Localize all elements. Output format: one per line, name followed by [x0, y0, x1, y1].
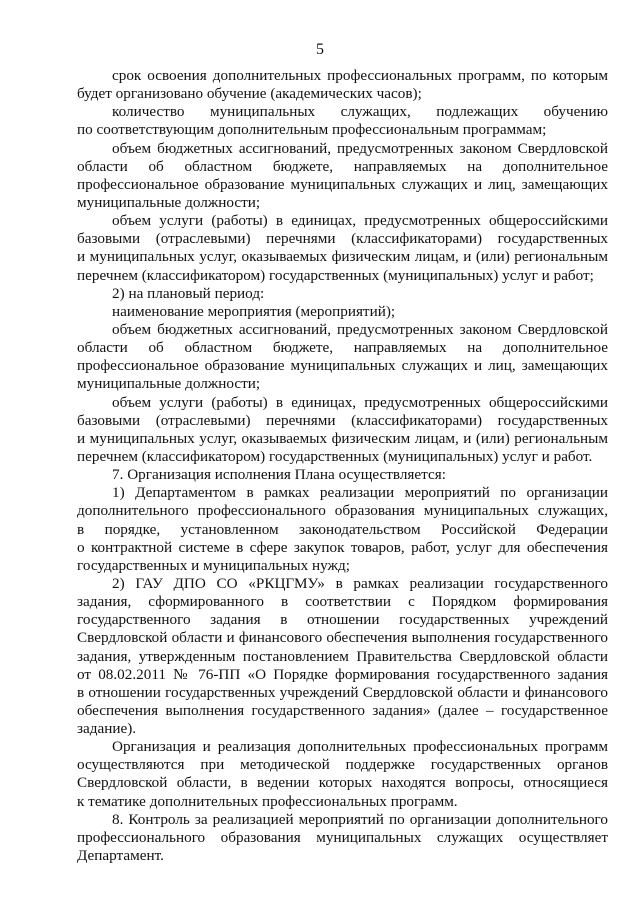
- text-line: объем бюджетных ассигнований, предусмотренных законом Свердловской: [112, 320, 608, 338]
- text-line: Департамент.: [77, 847, 164, 865]
- text-line: объем услуги (работы) в единицах, предусмотренных общероссийскими: [112, 212, 608, 230]
- text-line: области об областном бюджете, направляемых на дополнительное: [77, 339, 608, 357]
- text-line: срок освоения дополнительных профессиональных программ, по которым: [112, 67, 608, 84]
- text-line: базовыми (отраслевыми) перечнями (классификаторами) государственных: [77, 230, 608, 248]
- text-line: Свердловской области и финансового обеспечения выполнения государственного: [77, 629, 608, 647]
- text-line: объем услуги (работы) в единицах, предусмотренных общероссийскими: [112, 393, 608, 411]
- page-number: 5: [316, 41, 324, 58]
- text-line: муниципальные должности;: [77, 193, 261, 211]
- text-line: Организация и реализация дополнительных профессиональных программ: [112, 738, 608, 756]
- text-line: перечнем (классификатором) государственных (муниципальных) услуг и работ;: [77, 266, 594, 284]
- text-line: дополнительного профессионального образования муниципальных служащих,: [77, 502, 608, 520]
- text-line: и муниципальных услуг, оказываемых физическим лицам, и (или) региональным: [77, 429, 608, 447]
- text-line: муниципальные должности;: [77, 375, 261, 393]
- text-line: области об областном бюджете, направляемых на дополнительное: [77, 157, 608, 175]
- text-line: базовыми (отраслевыми) перечнями (классификаторами) государственных: [77, 411, 608, 429]
- text-line: 8. Контроль за реализацией мероприятий по организации дополнительного: [112, 810, 608, 828]
- document-body: [77, 67, 608, 865]
- text-line: в порядке, установленном законодательством Российской Федерации: [77, 520, 608, 538]
- text-line: перечнем (классификатором) государственных (муниципальных) услуг и работ.: [77, 447, 593, 465]
- text-line: от 08.02.2011 № 76-ПП «О Порядке формирования государственного задания: [77, 665, 608, 683]
- text-line: 1) Департаментом в рамках реализации мероприятий по организации: [112, 484, 608, 502]
- text-line: задания, сформированного в соответствии с Порядком формирования: [77, 593, 608, 611]
- text-line: профессионального образования муниципальных служащих осуществляет: [77, 828, 608, 846]
- text-line: государственного задания в отношении государственных учреждений: [77, 611, 608, 629]
- text-line: задания, утвержденным постановлением Правительства Свердловской области: [77, 647, 608, 665]
- text-line: объем бюджетных ассигнований, предусмотренных законом Свердловской: [112, 139, 608, 157]
- text-line: Свердловской области, в ведении которых находятся вопросы, относящиеся: [77, 774, 608, 792]
- text-line: количество муниципальных служащих, подлежащих обучению: [112, 103, 608, 121]
- text-line: в отношении государственных учреждений Свердловской области и финансового: [77, 683, 608, 701]
- text-line: обеспечения выполнения государственного задания» (далее – государственное: [77, 701, 608, 719]
- text-line: будет организовано обучение (академических часов);: [77, 85, 422, 103]
- text-line: профессиональное образование муниципальных служащих и лиц, замещающих: [77, 357, 608, 375]
- text-line: и муниципальных услуг, оказываемых физическим лицам, и (или) региональным: [77, 248, 608, 266]
- text-line: осуществляются при методической поддержке государственных органов: [77, 756, 608, 774]
- text-line: 2) на плановый период:: [112, 284, 265, 302]
- text-line: к тематике дополнительных профессиональных программ.: [77, 792, 458, 810]
- text-line: государственных и муниципальных нужд;: [77, 556, 350, 574]
- text-line: 7. Организация исполнения Плана осуществляется:: [112, 466, 446, 484]
- text-line: о контрактной системе в сфере закупок товаров, работ, услуг для обеспечения: [77, 538, 608, 556]
- text-line: задание).: [77, 720, 137, 738]
- text-line: наименование мероприятия (мероприятий);: [112, 302, 396, 320]
- text-line: по соответствующим дополнительным профессиональным программам;: [77, 121, 547, 139]
- text-line: профессиональное образование муниципальных служащих и лиц, замещающих: [77, 175, 608, 193]
- text-line: 2) ГАУ ДПО СО «РКЦГМУ» в рамках реализации государственного: [112, 574, 608, 592]
